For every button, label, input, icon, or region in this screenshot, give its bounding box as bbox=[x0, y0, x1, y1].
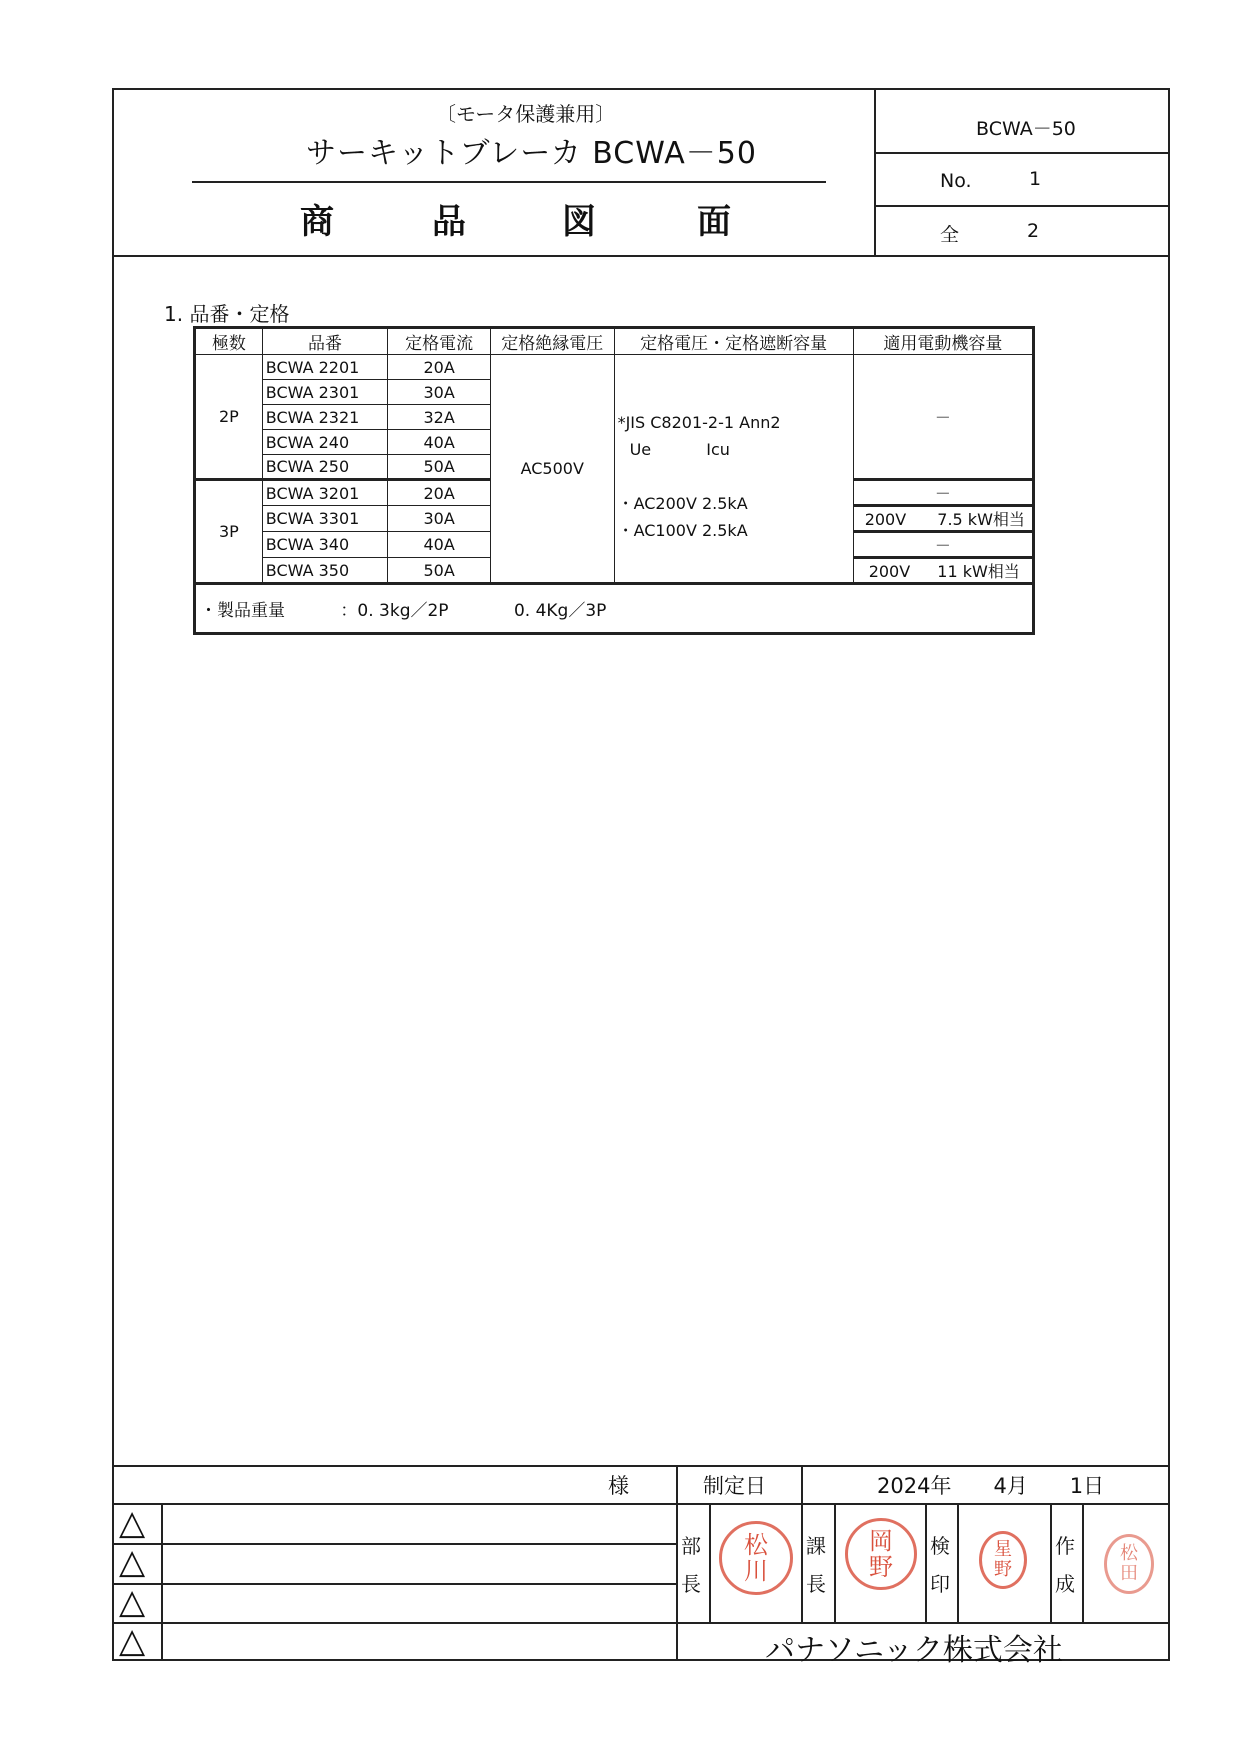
company-name: パナソニック株式会社 bbox=[765, 1633, 1063, 1668]
header-divider bbox=[874, 88, 876, 257]
seal-char: 松 bbox=[744, 1531, 768, 1559]
weight-3p: 0. 4Kg／3P bbox=[513, 601, 607, 621]
current-cell: 50A bbox=[388, 558, 491, 584]
customer-suffix: 様 bbox=[608, 1474, 629, 1498]
current-cell: 30A bbox=[388, 380, 491, 405]
product-subtitle: 〔モータ保護兼用〕 bbox=[436, 102, 616, 126]
part-cell: BCWA 2321 bbox=[262, 405, 388, 430]
role-section-bottom: 長 bbox=[806, 1572, 826, 1596]
rating-standard: *JIS C8201-2-1 Ann2 bbox=[617, 413, 781, 432]
title-underline bbox=[192, 181, 826, 183]
role-author-top: 作 bbox=[1055, 1534, 1075, 1558]
weight-2p: ：0. 3kg／2P bbox=[340, 601, 449, 621]
rating-ue-icu bbox=[618, 436, 850, 463]
part-cell: BCWA 350 bbox=[262, 558, 388, 584]
header-bottom-rule bbox=[112, 255, 1170, 257]
footer-date-divider bbox=[801, 1465, 803, 1503]
part-cell: BCWA 3201 bbox=[262, 480, 388, 506]
revision-mark: △ bbox=[119, 1542, 146, 1582]
footer-rule-5 bbox=[112, 1622, 1170, 1624]
seal-char: 川 bbox=[744, 1557, 768, 1585]
doc-kind-char-2: 品 bbox=[432, 202, 466, 242]
doc-kind-char-1: 商 bbox=[300, 202, 334, 242]
role-manager-top: 部 bbox=[681, 1534, 701, 1558]
motor-340: － bbox=[853, 532, 1033, 558]
header-right-rule-2 bbox=[874, 205, 1170, 207]
poles-3p: 3P bbox=[195, 480, 263, 584]
page-total-label: 全 bbox=[940, 224, 960, 246]
date-value: 2024年 4月 1日 bbox=[877, 1474, 1105, 1498]
section-title: 1. 品番・定格 bbox=[164, 302, 290, 326]
header-insulation: 定格絶縁電圧 bbox=[490, 328, 614, 355]
footer-col-3b bbox=[1050, 1503, 1052, 1622]
seal-char: 松 bbox=[1120, 1543, 1138, 1564]
page-no-value: 1 bbox=[1029, 168, 1042, 190]
seal-char: 田 bbox=[1120, 1563, 1138, 1584]
rating-ac200: ・AC200V 2.5kA bbox=[617, 494, 748, 513]
role-manager-bottom: 長 bbox=[681, 1572, 701, 1596]
footer-rule-2 bbox=[112, 1503, 1170, 1505]
revision-mark: △ bbox=[119, 1582, 146, 1622]
table-header-row bbox=[195, 328, 1034, 355]
footer-top-rule bbox=[112, 1465, 1170, 1467]
motor-350 bbox=[853, 558, 1033, 584]
header-motor: 適用電動機容量 bbox=[853, 328, 1033, 355]
current-cell: 20A bbox=[388, 480, 491, 506]
model-code: BCWA－50 bbox=[976, 118, 1076, 140]
motor-350-voltage: 200V bbox=[868, 562, 911, 581]
footer-mark-divider bbox=[161, 1503, 163, 1661]
rating-ac100: ・AC100V 2.5kA bbox=[617, 521, 748, 540]
part-cell: BCWA 2201 bbox=[262, 355, 388, 380]
motor-3301 bbox=[853, 506, 1033, 532]
current-cell: 32A bbox=[388, 405, 491, 430]
seal-char: 野 bbox=[869, 1553, 893, 1581]
part-cell: BCWA 3301 bbox=[262, 506, 388, 532]
footer-col-1b bbox=[801, 1503, 803, 1622]
page-total-value: 2 bbox=[1027, 220, 1040, 242]
weight-cell bbox=[195, 584, 1034, 634]
rating-ue: Ue bbox=[629, 440, 652, 459]
spec-table bbox=[193, 326, 1035, 635]
footer-main-divider bbox=[676, 1465, 678, 1661]
seal-stamp-section bbox=[845, 1518, 917, 1590]
header-poles: 極数 bbox=[195, 328, 263, 355]
header-part: 品番 bbox=[262, 328, 388, 355]
seal-stamp-manager bbox=[719, 1521, 793, 1595]
motor-2p: － bbox=[853, 355, 1033, 480]
table-row bbox=[195, 355, 1034, 380]
footer-col-3a bbox=[957, 1503, 959, 1622]
header-current: 定格電流 bbox=[388, 328, 491, 355]
seal-char: 星 bbox=[994, 1539, 1012, 1560]
header-right-rule-1 bbox=[874, 152, 1170, 154]
part-cell: BCWA 240 bbox=[262, 430, 388, 455]
footer-col-1a bbox=[709, 1503, 711, 1622]
poles-2p: 2P bbox=[195, 355, 263, 480]
rating-note bbox=[614, 355, 853, 584]
revision-mark: △ bbox=[119, 1621, 146, 1661]
footer-col-4a bbox=[1082, 1503, 1084, 1622]
date-label: 制定日 bbox=[703, 1474, 766, 1498]
role-inspect-bottom: 印 bbox=[930, 1572, 950, 1596]
page-no-label: No. bbox=[940, 170, 972, 192]
current-cell: 20A bbox=[388, 355, 491, 380]
header-rating: 定格電圧・定格遮断容量 bbox=[614, 328, 853, 355]
footer-rule-3 bbox=[112, 1543, 678, 1545]
motor-3301-kw: 7.5 kW相当 bbox=[937, 510, 1025, 529]
footer-col-2a bbox=[834, 1503, 836, 1622]
motor-3301-voltage: 200V bbox=[864, 510, 907, 529]
current-cell: 40A bbox=[388, 430, 491, 455]
current-cell: 50A bbox=[388, 455, 491, 480]
weight-row bbox=[195, 584, 1034, 634]
role-inspect-top: 検 bbox=[930, 1534, 950, 1558]
seal-char: 岡 bbox=[869, 1527, 893, 1555]
seal-stamp-author bbox=[1104, 1534, 1154, 1594]
part-cell: BCWA 2301 bbox=[262, 380, 388, 405]
weight-label: ・製品重量 bbox=[200, 601, 285, 621]
footer-rule-4 bbox=[112, 1583, 678, 1585]
seal-stamp-inspect bbox=[979, 1531, 1027, 1589]
insulation-voltage: AC500V bbox=[490, 355, 614, 584]
rating-icu: Icu bbox=[706, 440, 730, 459]
doc-kind-char-4: 面 bbox=[697, 202, 731, 242]
current-cell: 30A bbox=[388, 506, 491, 532]
part-cell: BCWA 250 bbox=[262, 455, 388, 480]
role-section-top: 課 bbox=[806, 1534, 826, 1558]
role-author-bottom: 成 bbox=[1055, 1572, 1075, 1596]
revision-mark: △ bbox=[119, 1503, 146, 1543]
product-title: サーキットブレーカ BCWA－50 bbox=[306, 136, 757, 171]
current-cell: 40A bbox=[388, 532, 491, 558]
doc-kind-char-3: 図 bbox=[562, 202, 596, 242]
part-cell: BCWA 340 bbox=[262, 532, 388, 558]
motor-3201: － bbox=[853, 480, 1033, 506]
motor-350-kw: 11 kW相当 bbox=[937, 562, 1020, 581]
footer-col-2b bbox=[925, 1503, 927, 1622]
seal-char: 野 bbox=[994, 1559, 1012, 1580]
